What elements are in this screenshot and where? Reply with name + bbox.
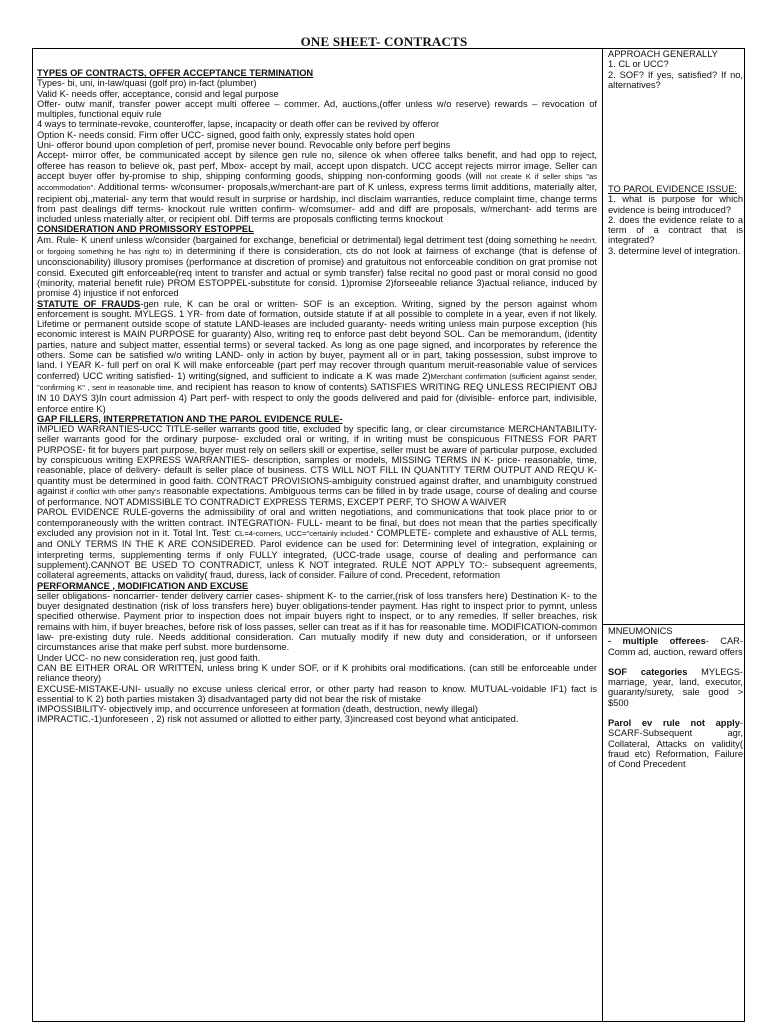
paragraph-option: Option K- needs consid. Firm offer UCC- signed, good faith only, expressly states hold open (37, 129, 415, 140)
paragraph-valid-k: Valid K- needs offer, acceptance, consid and legal purpose (37, 88, 279, 99)
sidebar-mnemonics-heading: MNEUMONICS (608, 626, 673, 636)
paragraph-am-rule: Am. Rule- K unenf unless w/consider (bargained for exchange, beneficial or detrimental) legal detriment test (doing something he needn't, or forgoing something he has right to) in determining if there is consideration, cts do not look at fairness of exchange (that is defense of unconscionability) illusory promises (performance at discretion of promise) and gratuitous not enforceable condition on grat promise not consid. Executed gift enforceable(req intent to transfer and actual or symb transfer) false recital no good past or moral consid no good (minority, material benefit rule) PROM ESTOPPEL-substitute for consid. 1)promise 2)forseeable reliance 3)actual reliance, induced by promise 4) injustice if not enforced (37, 234, 597, 299)
sidebar-mnemonic: Parol ev rule not apply- SCARF-Subsequent agr, Collateral, Attacks on validity( fraud etc) Reformation, Failure of Cond Precedent (608, 718, 743, 770)
sidebar-parol-item: 1. what is purpose for which evidence is being introduced? (608, 194, 743, 215)
paragraph-sof: STATUTE OF FRAUDS-gen rule, K can be oral or written- SOF is an exception. Writing, signed by the person against whom enforcement is sought. MYLEGS. 1 YR- from date of formation, outside statute if at all possible to complete in a year, even if not likely. Lifetime or permanent outside scope of statute LAND-leases are included guaranty- needs writing unless main purpose exception (his economic interest is MAIN PURPOSE for guaranty) Also, writing req to enforce past debt beyond SOL. Can be memorandum, (identity parties, nature and subject matter, essential terms) or several tacked. As long as one page signed, and incorporates by reference the others. Some can be satisfied w/o writing LAND- only in action by buyer, payment all or in part, taking possession, subst improve to land. I YEAR K- full perf on oral K will make enforceable (part perf may recover through quantum meruit-reasonable value of services conferred) UCC writing satisfied- 1) writing(signed, and sufficient to indicate a K was made 2)Merchant confirmation (sufficient against sender, "confirming K" , sent in reasonable time, and recipient has reason to know of contents) SATISFIES WRITING REQ UNLESS RECIPIENT OBJ IN 10 DAYS 3)In court admission 4) Part perf- with respect to only the goods delivered and paid for (divisible- enforce part, indivisible, enforce entire K) (37, 298, 597, 414)
paragraph-obligations: seller obligations- noncarrier- tender delivery carrier cases- shipment K- to the carrier,(risk of loss transfers here) Destination K- to the buyer designated destination (risk of loss transfers here) buyer obligations-tender payment. Has right to inspect prior to pymnt, unless specified otherwise. Payment prior to inspection does not impair buyers right to inspect, or to any remedies. If seller breaches, risk remains with him, if buyer breaches, before risk of loss passes, seller can treat as if it has for reasonable time. MODIFICATION-common law- pre-existing duty rule. Needs additional consideration. Can mutually modify if new duty and consideration, or if unforseen circumstances arise that make perf subst. more burdensome. (37, 590, 597, 653)
sidebar-parol-heading: TO PAROL EVIDENCE ISSUE: (608, 184, 737, 194)
paragraph-impractic: IMPRACTIC.-1)unforeseen , 2) risk not assumed or allotted to either party, 3)increased cost beyond what anticipated. (37, 714, 519, 725)
paragraph-ucc-mod: Under UCC- no new consideration req, just good faith. (37, 652, 261, 663)
sidebar-mnemonic: - multiple offerees- CAR- Comm ad, auction, reward offers (608, 636, 743, 657)
paragraph-accept: Accept- mirror offer, be communicated accept by silence gen rule no, silence ok when offeree talks benefit, and had opp to reject, offeree has reason to believe ok, past perf, Mbox- accept by mail, accept upon dispatch. UCC accept rejects mirror image. Seller can accept buyer offer by-promise to ship, shipping conforming goods, shipping non-conforming goods (will not create K if seller ships "as accommodation". Additional terms- w/consumer- proposals,w/merchant-are part of K unless, express terms limit additions, materially alter, recipient obj.,material- any term that would result in surprise or hardship, incl disclaim warranties, reduce complaint time, change terms from past dealings diff terms- knockout rule written confirm- w/comsumer- add and diff are proposals, w/merchant- add terms are included unless materially alter, or recipient obl. Diff terms are proposals conflicting terms knockout (37, 150, 597, 225)
sidebar-mnemonics (608, 626, 743, 770)
paragraph-terminate: 4 ways to terminate-revoke, counteroffer, lapse, incapacity or death offer can be revived by offeror (37, 119, 440, 130)
sidebar-approach-line: APPROACH GENERALLY (608, 49, 718, 59)
page-title: ONE SHEET- CONTRACTS (300, 34, 468, 49)
sidebar-parol-item: 2. does the evidence relate to a term of a contract that is integrated? (608, 214, 743, 246)
paragraph-warranties: IMPLIED WARRANTIES-UCC TITLE-seller warrants good title, excluded by specific lang, or clear circumstance MERCHANTABILITY- seller warrants good for the ordinary purpose- excluded oral or writing, if in writing must be conspicuous FITNESS FOR PART PURPOSE- fit for buyers part purpose, buyer must rely on sellers skill or expertise, seller must be aware of particular purpose, excluded by conspicuous writing EXPRESS WARRANTIES- description, samples or models, MISSING TERMS IN K- price- reasonable, time, reasonable, place of delivery- default is seller place of business. CTS WILL NOT FILL IN QUANTITY TERM OUTPUT AND REQU K- quantity must be determined in good faith. CONTRACT PROVISIONS-ambiguity construed against drafter, and unambiguity construed against if conflict with other party's reasonable expectations. Ambiguous terms can be filled in by trade usage, course of dealing and course of performance. NOT ADMISSIBLE TO CONTRADICT EXPRESS TERMS, EXCEPT PERF, TO SHOW A WAIVER (37, 424, 598, 508)
sidebar-approach (608, 49, 743, 90)
column-divider (602, 48, 603, 1022)
main-column (37, 68, 597, 725)
sidebar-approach-line: 2. SOF? If yes, satisfied? If no, alternatives? (608, 69, 743, 90)
paragraph-uni: Uni- offeror bound upon completion of perf, promise never bound. Revocable only before perf begins (37, 140, 451, 151)
paragraph-excuse: EXCUSE-MISTAKE-UNI- usually no excuse unless clerical error, or other party had reason to know. MUTUAL-voidable IF1) fact is essential to K 2) both parties mistaken 3) disadvantaged party did not bear the risk of mistake (37, 683, 597, 704)
paragraph-offer: Offer- outw manif, transfer power accept multi offeree – commer. Ad, auctions,(offer unless w/o reserve) rewards – revocation of multiples, functional equiv rule (37, 98, 597, 120)
paragraph-impossibility: IMPOSSIBILITY- objectively imp, and occurrence unforeseen at formation (death, destruction, newly illegal) (37, 704, 478, 715)
section-heading-gap-fillers: GAP FILLERS, INTERPRETATION AND THE PAROL EVIDENCE RULE- (37, 413, 343, 424)
paragraph-parol: PAROL EVIDENCE RULE-governs the admissibility of oral and written negotiations, and communications that took place prior to or contemporaneously with the written contract. INTEGRATION- FULL- meant to be final, but does not mean that the parties specifically excluded any provision not in it. Total Int. Test: CL=4-corners, UCC="certainly included." COMPLETE- complete and exhaustive of ALL terms, and ONLY TERMS IN THE K ARE CONSIDERED. Parol evidence can be used for: Determining level of integration, explaining or interpreting terms, supplementing terms if only FULLY integrated, (UCC-trade usage, course of dealing and performance can supplement).CANNOT BE USED TO CONTRADICT, unless K NOT integrated. RULE NOT APPLY TO:- subsequent agreements, collateral agreements, attacks on validity( fraud, duress, lack of consider. Failure of cond. Precedent, reformation (37, 507, 598, 581)
sidebar-rule (602, 624, 745, 625)
sidebar-approach-line: 1. CL or UCC? (608, 59, 669, 70)
paragraph-oral-written: CAN BE EITHER ORAL OR WRITTEN, unless bring K under SOF, or if K prohibits oral modifications. (can still be enforceable under reliance theory) (37, 662, 597, 684)
paragraph-types: Types- bi, uni, in-law/quasi (golf pro) in-fact (plumber) (37, 78, 257, 89)
section-heading-consideration: CONSIDERATION AND PROMISSORY ESTOPPEL (37, 224, 254, 235)
sidebar-parol (608, 184, 743, 256)
section-heading-performance: PERFORMANCE , MODIFICATION AND EXCUSE (37, 580, 249, 591)
sidebar-mnemonic: SOF categories MYLEGS- marriage, year, land, executor, guaranty/surety, sale good > $500 (608, 666, 743, 708)
sidebar-parol-item: 3. determine level of integration. (608, 245, 741, 256)
section-heading-offer: TYPES OF CONTRACTS, OFFER ACCEPTANCE TERMINATION (37, 68, 314, 78)
